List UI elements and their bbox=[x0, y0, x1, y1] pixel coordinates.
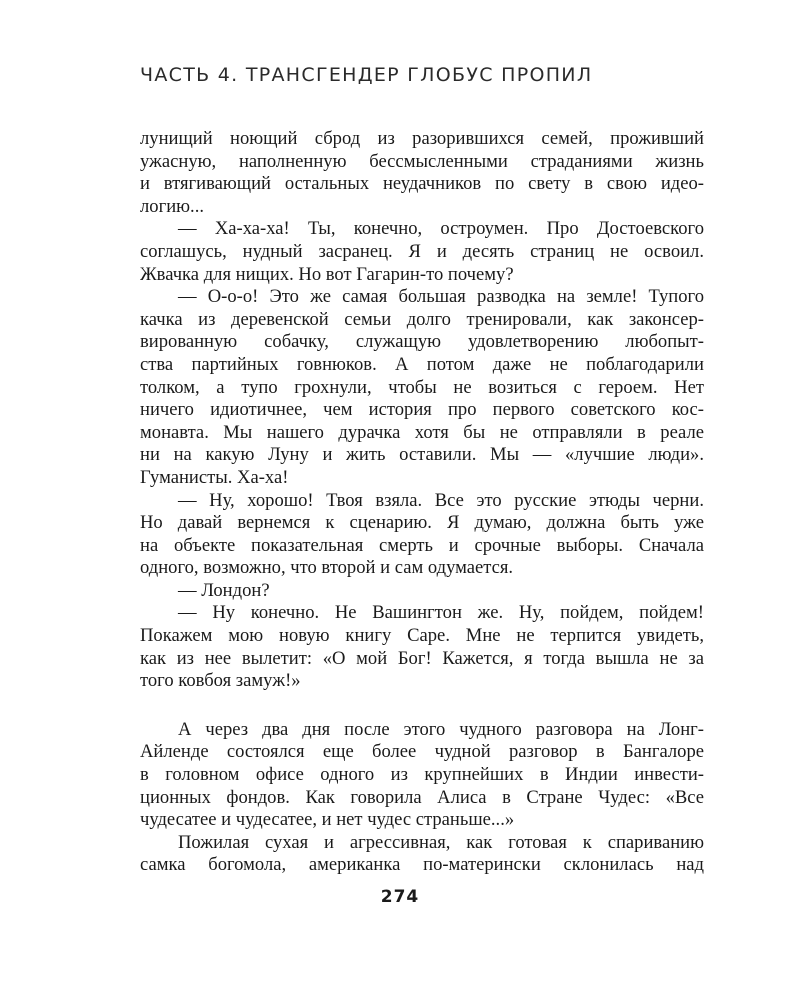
paragraph-gap bbox=[140, 693, 704, 719]
text-line: как из нее вылетит: «О мой Бог! Кажется, я тогда вышла не за bbox=[140, 647, 704, 669]
running-head: ЧАСТЬ 4. ТРАНСГЕНДЕР ГЛОБУС ПРОПИЛ bbox=[140, 64, 593, 86]
text-line: ства партийных говнюков. А потом даже не поблагодарили bbox=[140, 353, 704, 375]
text-line: лунищий ноющий сброд из разорившихся семей, проживший bbox=[140, 128, 704, 149]
text-line: Пожилая сухая и агрессивная, как готовая к спариванию bbox=[178, 831, 704, 853]
text-line: ционных фондов. Как говорила Алиса в Стране Чудес: «Все bbox=[140, 786, 704, 808]
text-line: Гуманисты. Ха-ха! bbox=[140, 466, 289, 488]
text-line: логию... bbox=[140, 195, 204, 217]
text-line: вированную собачку, служащую удовлетворению любопыт- bbox=[140, 331, 704, 353]
text-line: самка богомола, американка по-матерински склонилась над bbox=[140, 854, 704, 876]
text-line: А через два дня после этого чудного разговора на Лонг- bbox=[178, 718, 704, 740]
text-line: — Лондон? bbox=[178, 579, 270, 601]
text-line: в головном офисе одного из крупнейших в Индии инвести- bbox=[140, 764, 704, 786]
text-line: Покажем мою новую книгу Саре. Мне не терпится увидеть, bbox=[140, 625, 704, 647]
text-line: ни на какую Луну и жить оставили. Мы — «лучшие люди». bbox=[140, 444, 704, 466]
text-line: одного, возможно, что второй и сам одумается. bbox=[140, 557, 514, 579]
text-line: монавта. Мы нашего дурачка хотя бы не отправляли в реале bbox=[140, 421, 704, 443]
text-line: ничего идиотичнее, чем история про первого советского кос- bbox=[140, 399, 704, 421]
page-number: 274 bbox=[380, 887, 420, 907]
text-line: на объекте показательная смерть и срочные выборы. Сначала bbox=[140, 534, 704, 556]
text-line: чудесатее и чудесатее, и нет чудес страньше...» bbox=[140, 809, 515, 831]
text-line: Айленде состоялся еще более чудной разговор в Бангалоре bbox=[140, 741, 704, 763]
text-line: — Ну конечно. Не Вашингтон же. Ну, пойдем, пойдем! bbox=[178, 602, 704, 624]
text-line: — О-о-о! Это же самая большая разводка на земле! Тупого bbox=[178, 286, 704, 308]
text-line: — Ха-ха-ха! Ты, конечно, остроумен. Про Достоевского bbox=[178, 218, 704, 240]
text-line: ужасную, наполненную бессмысленными страданиями жизнь bbox=[140, 150, 704, 172]
text-line: Но давай вернемся к сценарию. Я думаю, должна быть уже bbox=[140, 512, 704, 534]
text-line: толком, а тупо грохнули, чтобы не возиться с героем. Нет bbox=[140, 376, 704, 398]
text-line: Жвачка для нищих. Но вот Гагарин-то почему? bbox=[140, 263, 514, 285]
text-line: соглашусь, нудный засранец. Я и десять страниц не освоил. bbox=[140, 240, 704, 262]
text-line: — Ну, хорошо! Твоя взяла. Все это русские этюды черни. bbox=[178, 489, 704, 511]
body-text bbox=[140, 128, 704, 877]
text-line: качка из деревенской семьи долго тренировали, как законсер- bbox=[140, 308, 704, 330]
text-line: того ковбоя замуж!» bbox=[140, 670, 301, 692]
text-line: и втягивающий остальных неудачников по свету в свою идео- bbox=[140, 173, 704, 195]
